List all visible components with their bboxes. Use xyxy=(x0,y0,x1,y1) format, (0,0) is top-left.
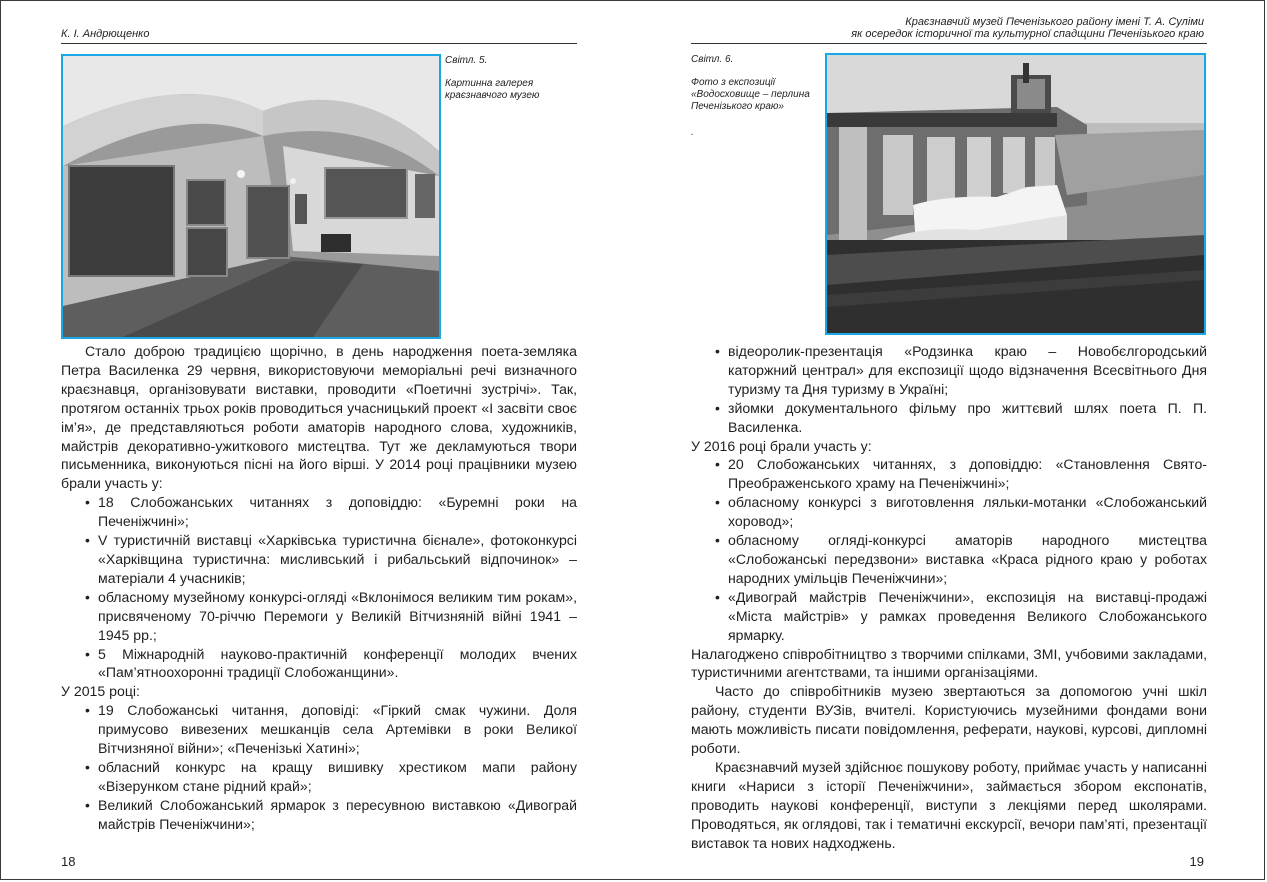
list-2014 xyxy=(61,493,577,682)
running-head-author: К. І. Андрющенко xyxy=(61,28,150,40)
list-item: • обласному огляді-конкурсі аматорів народного мистецтва «Слобожанські передзвони» виставка «Краса рідного краю у роботах народних умільців Печеніжчини»; xyxy=(691,531,1207,588)
left-body-text xyxy=(61,342,577,834)
list-2015 xyxy=(61,701,577,833)
list-item: • обласний конкурс на кращу вишивку хрестиком мапи району «Візерунком стане рідний край»; xyxy=(61,758,577,796)
list-item: • 20 Слобожанських читаннях, з доповіддю: «Становлення Свято-Преображенського храму на Печеніжчині»; xyxy=(691,455,1207,493)
left-page xyxy=(1,1,634,879)
figure-5-caption-text: Картинна галерея краєзнавчого музею xyxy=(445,78,540,101)
running-head-line-2: як осередок історичної та культурної спадщини Печенізького краю xyxy=(851,28,1204,40)
figure-6-trailing-mark: . xyxy=(691,127,694,138)
figure-5-label: Світл. 5. xyxy=(445,55,488,66)
figure-6-caption-text: Фото з експозиції «Водосховище – перлина Печенізького краю» xyxy=(691,77,810,112)
page-number-right: 19 xyxy=(1189,854,1204,869)
gallery-photo-image xyxy=(63,56,439,337)
list-item: • обласному музейному конкурсі-огляді «Вклонімося великим тим рокам», присвяченому 70-річчю Перемоги у Великій Вітчизняній війні 1941 – 1945 рр.; xyxy=(61,588,577,645)
list-2015-continued xyxy=(691,342,1207,437)
list-item: • 18 Слобожанських читаннях з доповіддю: «Буремні роки на Печеніжчині»; xyxy=(61,493,577,531)
running-head-line-1: Краєзнавчий музей Печенізького району імені Т. А. Суліми xyxy=(905,16,1204,28)
cooperation-paragraph: Налагоджено співробітництво з творчими спілками, ЗМІ, учбовими закладами, туристичними агентствами, та іншими організаціями. xyxy=(691,645,1207,681)
page-number-left: 18 xyxy=(61,854,76,869)
list-item: • 19 Слобожанські читання, доповіді: «Гіркий смак чужини. Доля примусово вивезених мешканців села Артемівки в роки Великої Вітчизняної війни»; «Печенізькі Хатині»; xyxy=(61,701,577,758)
reservoir-photo xyxy=(825,53,1206,335)
list-item: • зйомки документального фільму про життєвий шлях поета П. П. Василенка. xyxy=(691,399,1207,437)
list-item: • «Дивограй майстрів Печеніжчини», експозиція на виставці-продажі «Міста майстрів» у рамках проведення Великого Слобожанського ярмарку. xyxy=(691,588,1207,645)
right-page xyxy=(634,1,1266,879)
students-paragraph: Часто до співробітників музею звертаються за допомогою учні шкіл району, студенти ВУЗів, вчителі. Користуючись музейними фондами вони мають можливість писати повідомлення, реферати, наукові, курсові, дипломні роботи. xyxy=(691,683,1207,757)
list-item: • Великий Слобожанський ярмарок з пересувною виставкою «Дивограй майстрів Печеніжчини»; xyxy=(61,796,577,834)
figure-6-caption xyxy=(691,54,821,139)
intro-paragraph: Стало доброю традицією щорічно, в день народження поета-земляка Петра Василенка 29 червня, використовуючи меморіальні речі визначного краєзнавця, організовувати виставки, проводити «Поетичні зустрічі». Так, протягом останніх трьох років проводиться учасницький проект «І засвіти своє ім’я», де представляються роботи аматорів народного слова, художників, майстрів декоративно-ужиткового мистецтва. Тут же декламуються твори письменника, виконуються пісні на його вірші. У 2014 році працівники музею брали участь у: xyxy=(61,343,577,492)
header-rule xyxy=(691,43,1207,44)
list-item: • відеоролик-презентація «Родзинка краю – Новобєлгородський каторжний централ» для експозиції щодо відзначення Всесвітнього Дня туризму та Дня туризму в Україні; xyxy=(691,342,1207,399)
list-item: • 5 Міжнародній науково-практичній конференції молодих вчених «Пам’ятноохоронні традиції Слобожанщини». xyxy=(61,645,577,683)
figure-6-label: Світл. 6. xyxy=(691,54,734,65)
list-item: • V туристичній виставці «Харківська туристична бієнале», фотоконкурсі «Харківщина туристична: мисливський і рибальський відпочинок» – матеріали 4 учасників; xyxy=(61,531,577,588)
header-rule xyxy=(61,43,577,44)
research-paragraph: Краєзнавчий музей здійснює пошукову роботу, приймає участь у написанні книги «Нариси з історії Печеніжчини», займається збором експонатів, проводить наукові конференції, виступи з лекціями перед школярами. Проводяться, як оглядові, так і тематичні екскурсії, вечори пам’яті, презентації виставок та нових надходжень. xyxy=(691,758,1207,851)
running-head-title xyxy=(851,16,1204,40)
gallery-photo xyxy=(61,54,441,339)
list-2016 xyxy=(691,455,1207,644)
year-2015-heading: У 2015 році: xyxy=(61,683,140,700)
list-item: • обласному конкурсі з виготовлення ляльки-мотанки «Слобожанський хоровод»; xyxy=(691,493,1207,531)
figure-5-caption xyxy=(445,55,575,102)
year-2016-heading: У 2016 році брали участь у: xyxy=(691,437,872,454)
right-body-text xyxy=(691,342,1207,852)
reservoir-photo-image xyxy=(827,55,1204,333)
